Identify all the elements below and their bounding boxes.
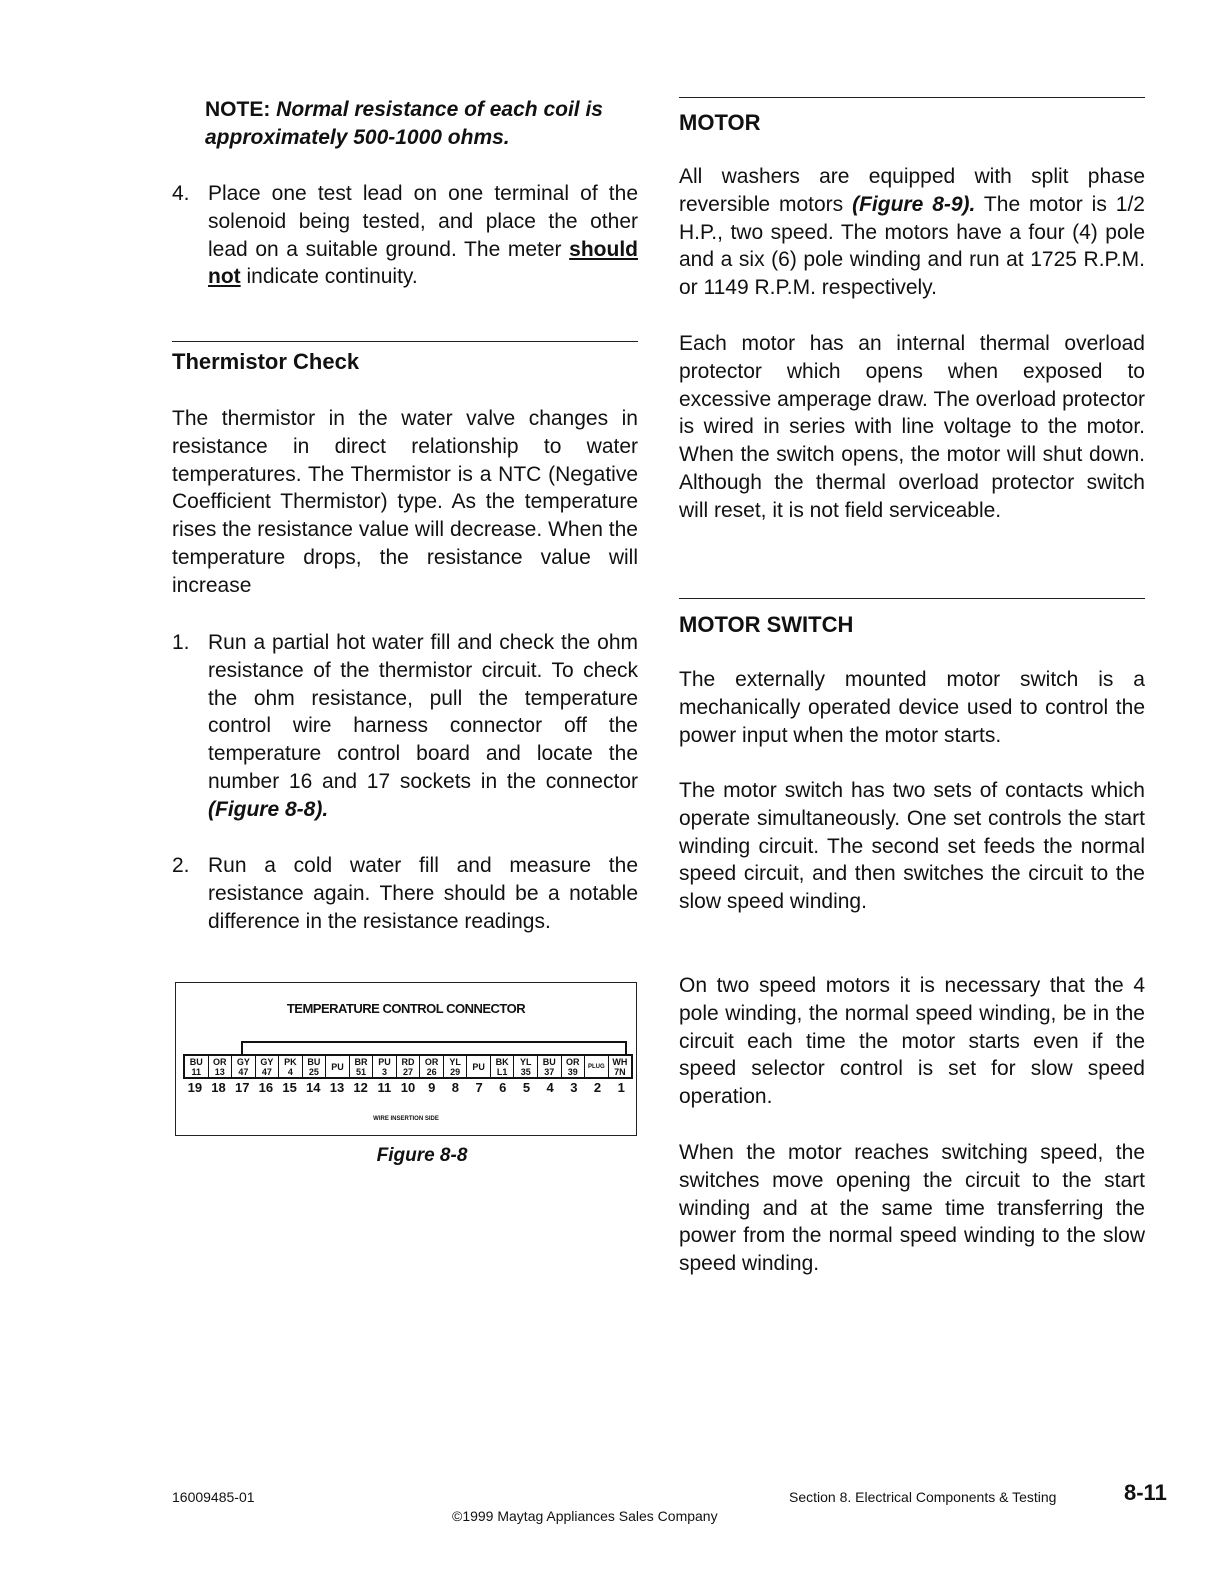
wire-number: 11 <box>191 1067 202 1077</box>
wire-number: 39 <box>567 1067 578 1077</box>
item-text: Run a cold water fill and measure the resistance again. There should be a notable difference in the resistance readings. <box>208 854 638 933</box>
text: All washers are equipped with split phase reversible motors <box>679 165 1145 216</box>
connector-cell <box>326 1056 350 1077</box>
connector-cells <box>183 1054 633 1079</box>
item-number: 2. <box>172 854 190 877</box>
wire-number: 35 <box>520 1067 531 1077</box>
pin-number: 19 <box>187 1080 203 1095</box>
connector-cell <box>279 1056 303 1077</box>
wire-color: GY <box>236 1057 250 1067</box>
pin-number: 2 <box>593 1080 602 1095</box>
switch-paragraph-4: When the motor reaches switching speed, the switches move opening the circuit to the start winding and at the same time transferring the power from the normal speed winding to the slow speed winding. <box>679 1141 1145 1276</box>
figure-reference: (Figure 8-9). <box>852 192 976 216</box>
wire-number: 13 <box>214 1067 225 1077</box>
connector-cell <box>467 1056 491 1077</box>
emphasis-should-not: should not <box>208 237 638 289</box>
pin-number: 10 <box>400 1080 416 1095</box>
section-heading-motor: MOTOR <box>679 110 761 135</box>
pin-number: 3 <box>570 1080 578 1095</box>
section-heading-thermistor: Thermistor Check <box>172 349 360 374</box>
figure-reference: (Figure 8-8). <box>208 797 329 821</box>
connector-cell <box>350 1056 374 1077</box>
pin-number: 16 <box>258 1080 274 1095</box>
bracket-line <box>241 1041 627 1055</box>
divider <box>679 598 1145 599</box>
wire-color: OR <box>566 1057 580 1067</box>
note-text: Normal resistance of each coil is approximately 500-1000 ohms. <box>205 98 603 149</box>
connector-cell <box>609 1056 632 1077</box>
list-item-4 <box>172 180 638 291</box>
connector-cell <box>491 1056 515 1077</box>
wire-color: OR <box>213 1057 227 1067</box>
item-text: Run a partial hot water fill and check the ohm resistance of the thermistor circuit. To check the ohm resistance, pull the temperature control wire harness connector off the temperature control board and locate the number 16 and 17 sockets in the connector <box>208 631 638 793</box>
wire-number: L1 <box>496 1067 508 1077</box>
item-number: 1. <box>172 631 190 654</box>
wire-number: 37 <box>544 1067 555 1077</box>
connector-cell <box>256 1056 280 1077</box>
connector-cell <box>209 1056 233 1077</box>
pin-number: 6 <box>499 1080 507 1095</box>
pin-number: 8 <box>451 1080 460 1095</box>
wire-color: PU <box>331 1062 344 1072</box>
wire-color: RD <box>401 1057 415 1067</box>
wire-number: 29 <box>450 1067 461 1077</box>
wire-color: BU <box>542 1057 556 1067</box>
connector-cell <box>397 1056 421 1077</box>
copyright: ©1999 Maytag Appliances Sales Company <box>452 1508 718 1524</box>
note <box>205 96 645 152</box>
wire-number: 51 <box>355 1067 366 1077</box>
wire-color: WH <box>612 1057 628 1067</box>
switch-paragraph-2: The motor switch has two sets of contacts which operate simultaneously. One set controls the start winding circuit. The second set feeds the normal speed circuit, and then switches the circuit to the slow speed winding. <box>679 779 1145 914</box>
connector-cell <box>562 1056 586 1077</box>
wire-color: BK <box>495 1057 509 1067</box>
switch-paragraph-1: The externally mounted motor switch is a mechanically operated device used to control the power input when the motor starts. <box>679 668 1145 747</box>
pin-number: 1 <box>617 1080 625 1095</box>
wire-number: 47 <box>238 1067 249 1077</box>
connector-cell <box>303 1056 327 1077</box>
connector-cell <box>185 1056 209 1077</box>
divider <box>679 97 1145 98</box>
text: The motor is 1/2 H.P., two speed. The motors have a four (4) pole and a six (6) pole winding and run at 1725 R.P.M. or 1149 R.P.M. respectively. <box>679 192 1145 300</box>
connector-cell <box>514 1056 538 1077</box>
motor-paragraph-2: Each motor has an internal thermal overload protector which opens when exposed to excessive amperage draw. The overload protector is wired in series with line voltage to the motor. When the switch opens, the motor will shut down. Although the thermal overload protector switch will reset, it is not field serviceable. <box>679 332 1145 522</box>
wire-color: GY <box>260 1057 274 1067</box>
pin-number: 13 <box>329 1080 345 1095</box>
pin-number: 14 <box>306 1080 321 1095</box>
connector-cell <box>444 1056 468 1077</box>
pin-number: 7 <box>475 1080 483 1095</box>
connector-cell <box>585 1056 609 1077</box>
pin-number: 18 <box>211 1080 226 1095</box>
pin-number: 4 <box>546 1080 554 1095</box>
note-label: NOTE: <box>205 98 271 121</box>
item-number: 4. <box>172 182 190 205</box>
section-heading-motor-switch: MOTOR SWITCH <box>679 612 854 637</box>
pin-number: 5 <box>522 1080 531 1095</box>
wire-number: 4 <box>287 1067 293 1077</box>
pin-number: 9 <box>428 1080 436 1095</box>
pin-number: 11 <box>377 1080 392 1095</box>
wire-color: PU <box>472 1062 485 1072</box>
thermistor-paragraph: The thermistor in the water valve changes in resistance in direct relationship to water temperatures. The Thermistor is a NTC (Negative Coefficient Thermistor) type. As the temperature rises the resistance value will decrease. When the temperature drops, the resistance value will increase <box>172 407 638 597</box>
connector-figure <box>175 982 637 1136</box>
page-number: 8-11 <box>1124 1480 1167 1505</box>
wire-number: 3 <box>382 1067 388 1077</box>
insertion-side-label: WIRE INSERTION SIDE <box>373 1116 439 1122</box>
list-item-1 <box>172 629 638 824</box>
wire-color: PLUG <box>587 1064 605 1070</box>
wire-color: OR <box>424 1057 439 1067</box>
wire-color: BU <box>307 1057 321 1067</box>
item-text: Place one test lead on one terminal of the solenoid being tested, and place the other lead on a suitable ground. The meter <box>208 182 638 261</box>
figure-title: TEMPERATURE CONTROL CONNECTOR <box>286 1001 526 1016</box>
wire-color: PU <box>378 1057 391 1067</box>
pin-number: 12 <box>353 1080 368 1095</box>
connector-cell <box>420 1056 444 1077</box>
wire-color: BU <box>189 1057 203 1067</box>
list-item-2 <box>172 852 638 935</box>
pin-numbers <box>183 1080 633 1095</box>
switch-paragraph-3: On two speed motors it is necessary that the 4 pole winding, the normal speed winding, be in the circuit each time the motor starts even if the speed selector control is set for slow speed operation. <box>679 974 1145 1109</box>
item-text: indicate continuity. <box>240 265 418 289</box>
wire-number: 7N <box>614 1067 626 1077</box>
wire-number: 26 <box>426 1067 437 1077</box>
wire-number: 47 <box>261 1067 272 1077</box>
wire-color: YL <box>519 1057 532 1067</box>
wire-number: 25 <box>308 1067 319 1077</box>
pin-number: 17 <box>234 1080 250 1095</box>
connector-cell <box>538 1056 562 1077</box>
figure-caption: Figure 8-8 <box>376 1145 468 1166</box>
wire-color: PK <box>284 1057 297 1067</box>
pin-number: 15 <box>282 1080 297 1095</box>
wire-color: BR <box>354 1057 368 1067</box>
motor-paragraph-1 <box>679 163 1145 302</box>
wire-number: 27 <box>403 1067 414 1077</box>
connector-cell <box>232 1056 256 1077</box>
document-number: 16009485-01 <box>172 1489 255 1505</box>
section-label: Section 8. Electrical Components & Testing <box>789 1489 1057 1505</box>
connector-cell <box>373 1056 397 1077</box>
wire-color: YL <box>449 1057 461 1067</box>
divider <box>172 341 638 342</box>
